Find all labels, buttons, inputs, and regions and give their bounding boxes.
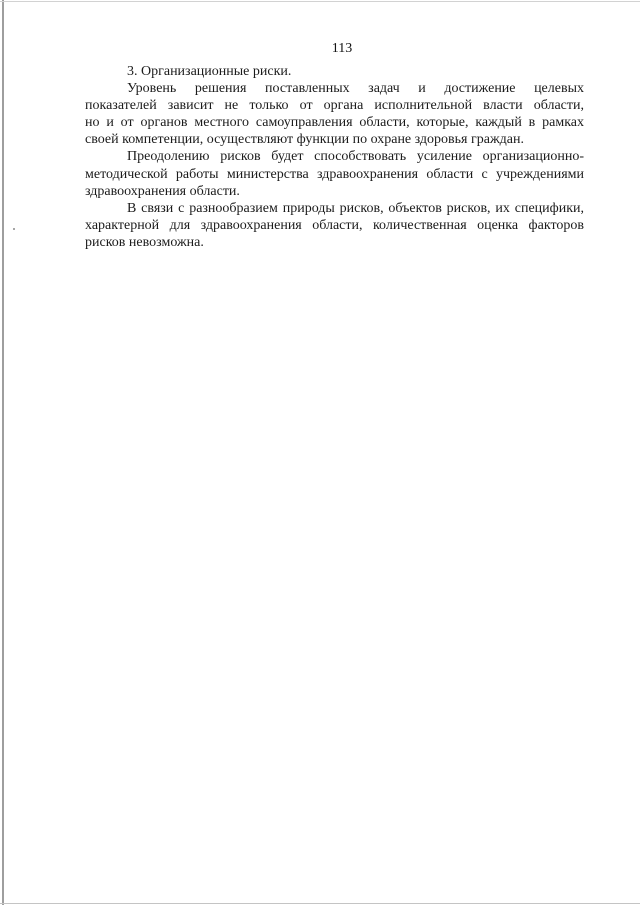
body-line: Уровень решения поставленных задач и достижение целевых — [127, 81, 584, 97]
scan-edge-left — [2, 0, 4, 905]
body-line: но и от органов местного самоуправления области, которые, каждый в рамках — [85, 115, 584, 131]
body-line: рисков невозможна. — [85, 234, 204, 250]
body-line: показателей зависит не только от органа исполнительной власти области, — [85, 98, 584, 114]
paragraph — [85, 80, 584, 148]
page-number: 113 — [331, 41, 353, 56]
paragraph-heading — [85, 63, 584, 80]
body-line: методической работы министерства здравоохранения области с учреждениями — [85, 166, 584, 182]
body-line: Преодолению рисков будет способствовать усиление организационно- — [127, 149, 584, 165]
document-body — [85, 63, 584, 251]
ink-speck — [13, 228, 15, 230]
body-line: В связи с разнообразием природы рисков, объектов рисков, их специфики, — [127, 200, 584, 216]
body-line: характерной для здравоохранения области, количественная оценка факторов — [85, 217, 584, 233]
body-line: своей компетенции, осуществляют функции по охране здоровья граждан. — [85, 132, 524, 148]
body-line: здравоохранения области. — [85, 183, 240, 199]
paragraph — [85, 148, 584, 199]
heading-line: 3. Организационные риски. — [127, 64, 292, 79]
paragraph — [85, 200, 584, 251]
scan-edge-top — [0, 1, 640, 2]
scan-edge-bottom — [0, 903, 640, 904]
